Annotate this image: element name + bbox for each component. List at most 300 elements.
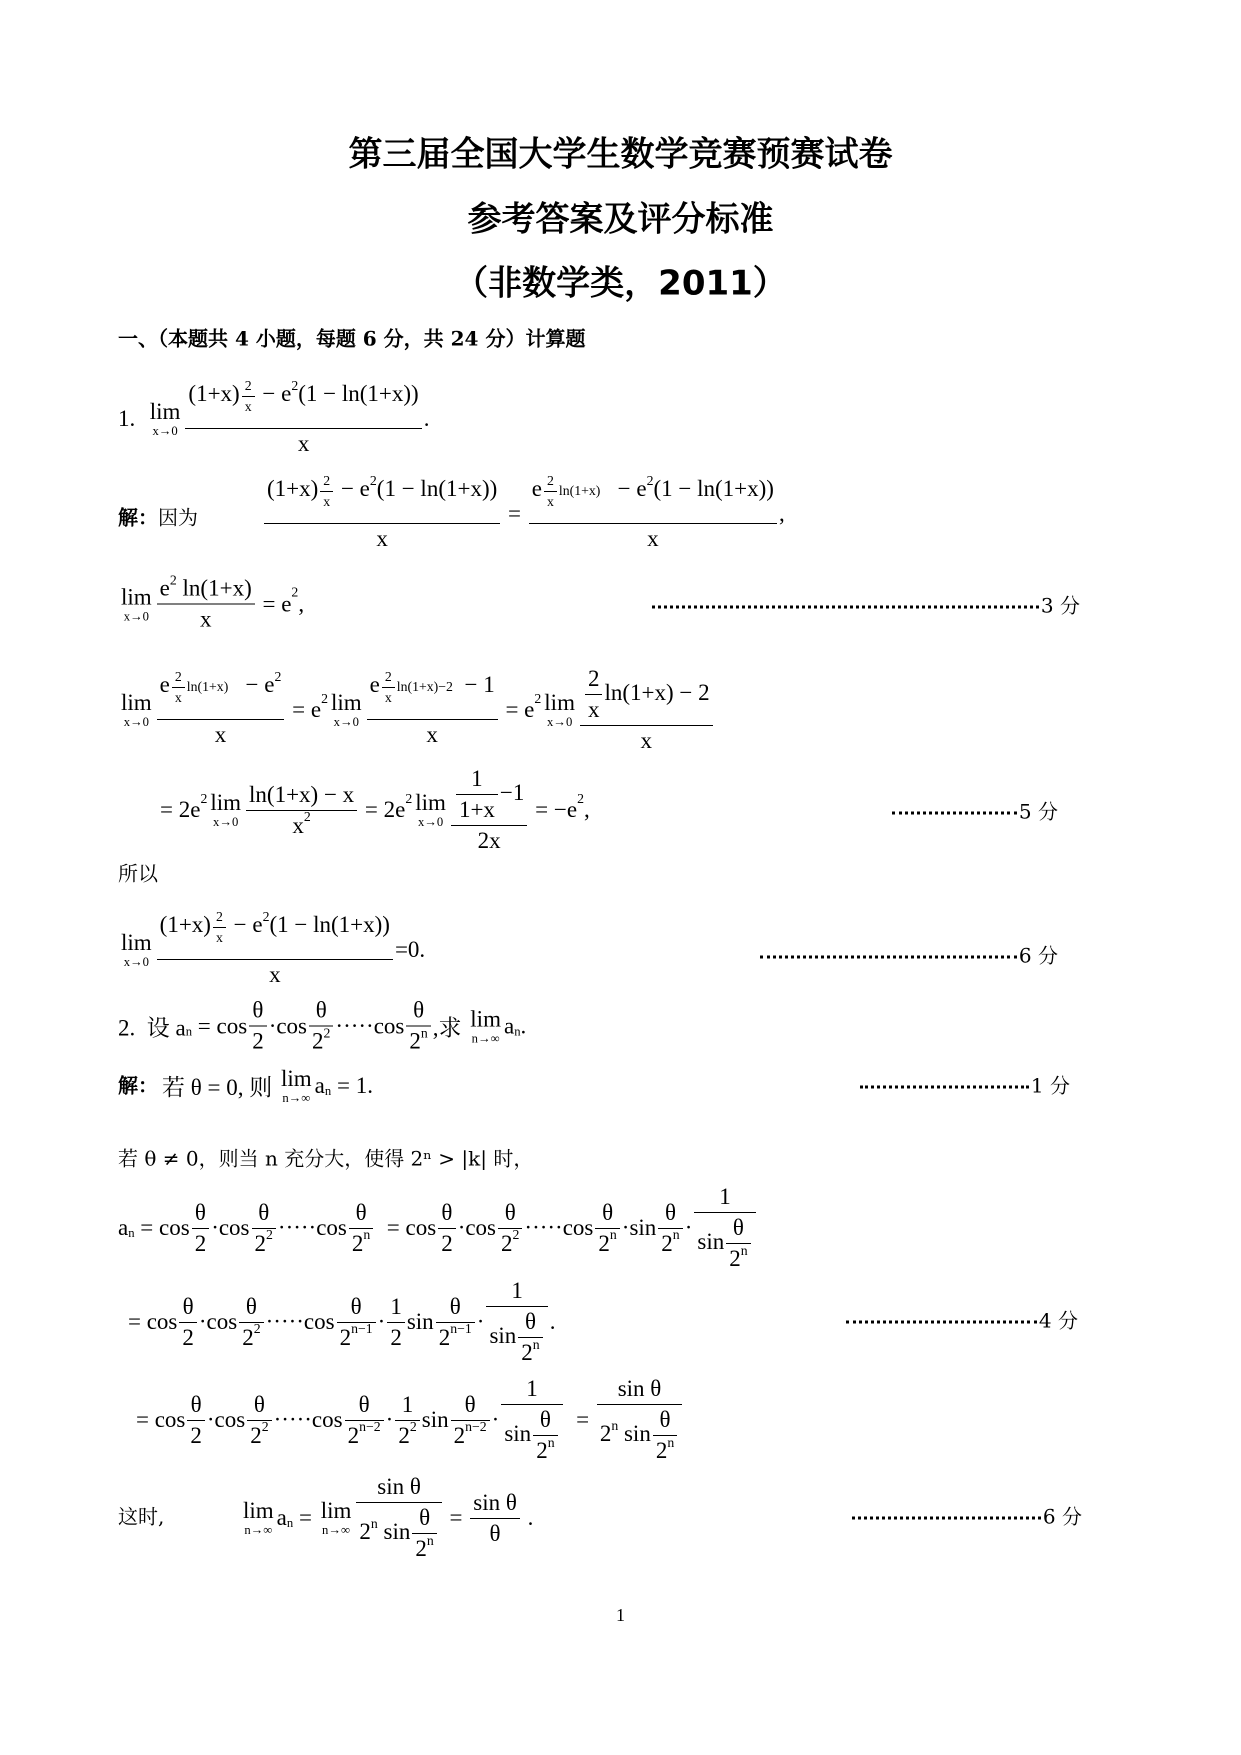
denominator <box>412 1534 436 1562</box>
numerator <box>252 1200 276 1229</box>
subscript: n <box>286 1516 294 1531</box>
math-text: n <box>532 1336 540 1352</box>
dot-leader <box>652 606 1039 609</box>
math-text: θ <box>358 1391 370 1417</box>
superscript <box>324 1025 331 1041</box>
numerator <box>451 766 527 826</box>
superscript <box>534 691 541 707</box>
denominator <box>172 688 185 706</box>
superscript <box>318 473 335 510</box>
superscript <box>405 791 412 807</box>
math-text: 2 <box>174 668 182 684</box>
math-text: , <box>583 797 590 822</box>
lim-under: n→∞ <box>322 1523 351 1538</box>
fraction <box>412 1505 436 1562</box>
fraction <box>436 1294 475 1351</box>
fraction <box>349 1200 373 1257</box>
math-text: 1 <box>511 1278 523 1303</box>
math-text: = cos <box>128 1309 178 1334</box>
math-text: n <box>547 1434 555 1450</box>
denominator <box>529 524 777 552</box>
numerator <box>726 1215 750 1244</box>
denominator <box>192 1229 210 1257</box>
numerator <box>320 473 333 492</box>
problem-2 <box>118 998 526 1055</box>
title-line-1: 第三届全国大学生数学竞赛预赛试卷 <box>348 134 893 175</box>
math-text: 2 <box>291 377 299 393</box>
math-text: θ <box>419 1505 431 1530</box>
yinwei-label: 因为 <box>158 505 198 530</box>
math-text: 2 <box>587 666 600 691</box>
math-text: 2 <box>453 1422 466 1448</box>
math-text: 2 <box>521 1340 533 1365</box>
denominator <box>337 1323 376 1351</box>
fraction <box>157 908 393 988</box>
fraction <box>242 378 255 415</box>
denominator <box>544 492 557 510</box>
math-text: 2 <box>729 1246 741 1271</box>
math-text: x <box>269 962 281 987</box>
suoyi-label: 所以 <box>118 861 158 886</box>
solution-1-step-3 <box>118 666 715 754</box>
numerator <box>239 1294 263 1323</box>
title-line-3: （非数学类，2011） <box>454 263 787 304</box>
section-heading: 一、（本题共 4 小题，每题 6 分，共 24 分）计算题 <box>118 326 586 351</box>
lim-under: x→0 <box>123 955 149 970</box>
page-number: 1 <box>616 1605 625 1625</box>
fraction <box>498 1200 522 1257</box>
superscript <box>291 585 298 601</box>
math-text: − 1 <box>452 672 495 697</box>
math-text: =0. <box>394 937 426 962</box>
math-text: sin <box>377 1518 411 1544</box>
math-text: , <box>298 591 305 616</box>
math-text: 若 θ = 0, 则 <box>162 1075 278 1101</box>
math-text: − e <box>256 381 292 406</box>
numerator <box>249 998 267 1027</box>
superscript <box>610 1227 617 1243</box>
limit <box>121 931 152 969</box>
math-text: 2 <box>169 572 177 588</box>
fraction <box>249 998 267 1055</box>
math-text: e <box>531 476 542 501</box>
limit <box>544 691 575 729</box>
limit <box>121 691 152 729</box>
math-text: = 2e <box>160 797 201 822</box>
denominator <box>252 1229 276 1257</box>
math-text: a <box>276 1505 287 1530</box>
lim-under: x→0 <box>546 715 573 730</box>
fraction <box>246 782 357 839</box>
numerator <box>213 909 226 928</box>
score-1 <box>860 1070 1070 1099</box>
lim-word: lim <box>415 790 446 816</box>
limit <box>150 400 181 438</box>
math-text: . <box>423 406 430 431</box>
solution-2-result <box>240 1474 533 1562</box>
math-text: x <box>384 689 392 705</box>
limit <box>210 791 241 829</box>
denominator <box>595 1229 619 1257</box>
superscript <box>371 1516 378 1532</box>
math-text: ·sin <box>621 1215 657 1240</box>
math-text: x <box>215 929 223 945</box>
math-text: x <box>376 526 388 551</box>
dot-leader <box>846 1321 1037 1324</box>
math-text: θ <box>524 1309 536 1334</box>
superscript <box>421 1025 428 1041</box>
math-text: 2 <box>291 584 299 600</box>
math-text: ln(1+x) − 2 <box>604 679 710 705</box>
numerator <box>179 1294 197 1323</box>
superscript <box>667 1435 674 1451</box>
math-text: · <box>377 1309 386 1334</box>
fraction <box>395 1392 419 1449</box>
math-text: θ <box>413 997 425 1023</box>
math-text: 2 <box>512 1227 520 1243</box>
math-text: (1+x) <box>188 381 240 406</box>
math-text: 2 <box>599 1420 612 1446</box>
fraction <box>187 1392 205 1449</box>
math-text: sin <box>489 1322 517 1348</box>
math-text: 2 <box>323 1025 331 1041</box>
numerator <box>658 1200 682 1229</box>
numerator <box>544 473 557 492</box>
superscript <box>363 1227 370 1243</box>
math-text: sin <box>421 1407 449 1432</box>
lim-under: x→0 <box>152 424 178 439</box>
math-text: x <box>214 722 227 747</box>
denominator <box>320 492 333 510</box>
score-label: 6 分 <box>1018 943 1058 968</box>
math-text: ·cos <box>198 1309 238 1334</box>
math-text: a <box>503 1013 515 1038</box>
denominator <box>157 720 285 748</box>
math-text: · <box>476 1309 485 1334</box>
score-label: 5 分 <box>1018 799 1058 824</box>
denominator <box>456 795 498 823</box>
lim-word: lim <box>281 1066 312 1092</box>
math-text: 2 <box>661 1230 673 1256</box>
numerator <box>529 472 777 524</box>
denominator <box>658 1229 682 1257</box>
subscript: n <box>324 1084 332 1099</box>
superscript <box>266 1227 273 1243</box>
superscript <box>200 791 207 807</box>
math-text: n−2 <box>465 1419 487 1435</box>
math-text: θ <box>245 1293 257 1319</box>
superscript <box>263 909 270 925</box>
math-text: n <box>672 1227 680 1243</box>
superscript <box>450 1321 472 1337</box>
math-text: θ <box>664 1199 677 1225</box>
dot-leader <box>860 1086 1029 1089</box>
math-text: − e <box>600 476 647 501</box>
math-text: 2 <box>598 1230 610 1256</box>
fraction <box>320 473 333 510</box>
denominator <box>247 1421 271 1449</box>
superscript <box>380 669 453 706</box>
math-text: θ <box>441 1199 453 1225</box>
lim-under: x→0 <box>123 609 149 624</box>
math-text: θ <box>350 1293 362 1319</box>
fraction <box>653 1407 677 1464</box>
numerator <box>395 1392 419 1421</box>
lim-under: x→0 <box>213 815 239 830</box>
denominator <box>498 1229 522 1257</box>
math-text: = <box>293 1505 318 1530</box>
numerator <box>486 1278 547 1307</box>
math-text: 2 <box>194 1230 207 1256</box>
denominator <box>395 1421 419 1449</box>
math-text: θ <box>194 1199 206 1225</box>
numerator <box>653 1407 677 1436</box>
numerator <box>456 766 498 795</box>
solution-1-step-4 <box>160 766 590 854</box>
numerator <box>242 378 255 397</box>
numerator <box>406 998 430 1027</box>
math-text: ln(1+x) <box>558 483 601 499</box>
math-text: n−1 <box>450 1321 472 1337</box>
lim-word: lim <box>149 399 181 425</box>
math-text: · <box>684 1215 693 1240</box>
fraction <box>726 1215 750 1272</box>
denominator <box>179 1323 197 1351</box>
numerator <box>367 668 498 720</box>
fraction <box>529 472 777 552</box>
superscript <box>533 1337 540 1353</box>
solution-1-step-1 <box>262 472 785 552</box>
superscript <box>370 473 377 489</box>
superscript <box>410 1419 417 1435</box>
math-text: θ <box>489 1520 501 1546</box>
denominator <box>356 1503 441 1562</box>
superscript <box>673 1227 680 1243</box>
numerator <box>185 377 421 429</box>
superscript <box>170 572 177 588</box>
math-text: , <box>778 501 785 526</box>
math-text: 2x <box>477 828 501 853</box>
math-text: 2 <box>250 1422 262 1448</box>
subscript: n <box>185 1024 193 1039</box>
denominator <box>518 1338 542 1366</box>
denominator <box>694 1213 755 1272</box>
numerator <box>192 1200 210 1229</box>
math-text: x <box>426 722 438 747</box>
math-text: θ <box>659 1407 671 1432</box>
denominator <box>451 1421 490 1449</box>
superscript <box>647 473 654 489</box>
math-text: 2 <box>254 1230 267 1256</box>
math-text: n−1 <box>351 1321 373 1337</box>
math-text: x <box>546 493 554 509</box>
denominator <box>157 960 393 988</box>
numerator <box>337 1294 376 1323</box>
fraction <box>486 1278 547 1366</box>
math-text: = 1. <box>331 1073 373 1098</box>
lim-word: lim <box>121 690 152 716</box>
superscript <box>351 1321 373 1337</box>
math-text: = <box>443 1505 469 1530</box>
math-text: 2 <box>534 690 542 706</box>
math-text: = e <box>499 697 535 722</box>
lim-word: lim <box>470 1006 501 1032</box>
superscript <box>321 691 328 707</box>
math-text: 2 <box>577 790 584 806</box>
math-text: 2 <box>215 908 223 924</box>
solution-2-step-2 <box>128 1278 555 1366</box>
numerator <box>349 1200 373 1229</box>
limit <box>243 1499 274 1537</box>
fraction <box>585 666 603 723</box>
denominator <box>486 1307 547 1366</box>
limit <box>470 1007 501 1045</box>
math-text: θ <box>464 1391 476 1417</box>
lim-under: n→∞ <box>244 1523 273 1538</box>
solution-2-step-1 <box>118 1184 758 1272</box>
score-4 <box>846 1305 1078 1334</box>
math-text: sin θ <box>473 1489 517 1515</box>
score-label: 6 分 <box>1042 1504 1082 1529</box>
limit <box>121 585 152 623</box>
math-text: sin θ <box>377 1474 421 1499</box>
math-text: = cos <box>192 1013 248 1038</box>
dot-leader <box>760 956 1017 959</box>
math-text: ·····cos <box>335 1013 405 1038</box>
dot-leader <box>852 1517 1041 1520</box>
zheshi-label: 这时, <box>118 1504 165 1529</box>
fraction <box>406 998 430 1055</box>
math-text: 2 <box>200 790 208 806</box>
math-text: · <box>491 1407 500 1432</box>
math-text: ,求 <box>432 1015 468 1041</box>
fraction <box>192 1200 210 1257</box>
math-text: 2 <box>409 1419 417 1435</box>
denominator <box>501 1405 562 1464</box>
math-text: x <box>647 526 659 551</box>
superscript <box>465 1419 487 1435</box>
math-text: 2 <box>252 1028 264 1054</box>
math-text: 2 <box>351 1230 364 1256</box>
math-text: ·cos <box>211 1215 250 1240</box>
math-text: 2 <box>182 1324 194 1350</box>
numerator <box>694 1184 755 1213</box>
math-text: n <box>611 1417 619 1433</box>
math-text: 2 <box>190 1422 202 1448</box>
math-text: = e <box>286 697 322 722</box>
fraction <box>247 1392 271 1449</box>
math-text: ln(1+x) − x <box>249 781 355 807</box>
dot-leader <box>892 812 1017 815</box>
superscript <box>291 378 298 394</box>
math-text: 2 <box>646 472 654 488</box>
math-text: 1 <box>526 1376 538 1401</box>
math-text: 2 <box>262 908 270 924</box>
math-text: 2 <box>415 1536 427 1561</box>
math-text: . <box>549 1309 556 1334</box>
math-text: 2. 设 a <box>118 1015 186 1041</box>
math-text: ·cos <box>206 1407 246 1432</box>
score-label: 1 分 <box>1030 1073 1070 1098</box>
jie-label: 解： <box>118 505 158 530</box>
numerator <box>157 572 255 605</box>
numerator <box>533 1407 557 1436</box>
superscript <box>359 1419 381 1435</box>
math-text: n <box>363 1227 371 1243</box>
math-text: n <box>740 1242 748 1258</box>
fraction <box>356 1474 441 1562</box>
score-5 <box>892 796 1058 825</box>
fraction <box>595 1200 619 1257</box>
denominator <box>580 726 713 754</box>
math-text: . <box>520 1013 527 1038</box>
numerator <box>412 1505 436 1534</box>
denominator <box>726 1244 750 1272</box>
numerator <box>470 1490 520 1519</box>
subscript: n <box>514 1024 521 1039</box>
fraction <box>470 1490 520 1547</box>
math-text: θ <box>602 1199 614 1225</box>
math-text: = <box>502 501 527 526</box>
math-text: ·····cos <box>273 1407 343 1432</box>
subscript: n <box>128 1226 135 1241</box>
fraction <box>337 1294 376 1351</box>
score-label: 3 分 <box>1040 593 1080 618</box>
lim-word: lim <box>243 1498 274 1524</box>
numerator <box>309 998 333 1027</box>
math-text: ·cos <box>268 1013 308 1038</box>
fraction <box>309 998 333 1055</box>
math-text: (1 − ln(1+x)) <box>653 476 774 501</box>
fraction <box>264 472 500 552</box>
math-text: x <box>244 398 252 414</box>
score-3 <box>652 590 1080 619</box>
fraction <box>387 1294 405 1351</box>
math-text: n <box>426 1532 434 1548</box>
math-text: = 2e <box>359 797 406 822</box>
math-text: θ <box>190 1391 202 1417</box>
math-text: x <box>297 431 310 456</box>
lim-word: lim <box>320 1498 352 1524</box>
math-text: θ <box>315 997 327 1023</box>
math-text: 2 <box>536 1438 548 1463</box>
math-text: θ <box>449 1293 461 1319</box>
denominator <box>249 1027 267 1055</box>
superscript <box>513 1227 520 1243</box>
math-text: = cos <box>136 1407 186 1432</box>
numerator <box>345 1392 384 1421</box>
numerator <box>438 1200 456 1229</box>
numerator <box>597 1376 682 1405</box>
math-text: − e <box>228 672 275 697</box>
denominator <box>213 928 226 946</box>
numerator <box>501 1376 562 1405</box>
fraction <box>544 473 557 510</box>
denominator <box>382 688 395 706</box>
math-text: 2 <box>303 809 311 825</box>
solution-2-step-3 <box>136 1376 684 1464</box>
limit <box>321 1499 352 1537</box>
superscript <box>240 378 257 415</box>
math-text: ·····cos <box>524 1215 594 1240</box>
math-text: x <box>199 606 212 632</box>
math-text: x <box>587 697 600 722</box>
fraction <box>382 669 395 706</box>
math-text: −1 <box>499 779 525 805</box>
superscript <box>611 1418 618 1434</box>
math-text: sin <box>406 1309 434 1334</box>
denominator <box>185 429 421 457</box>
